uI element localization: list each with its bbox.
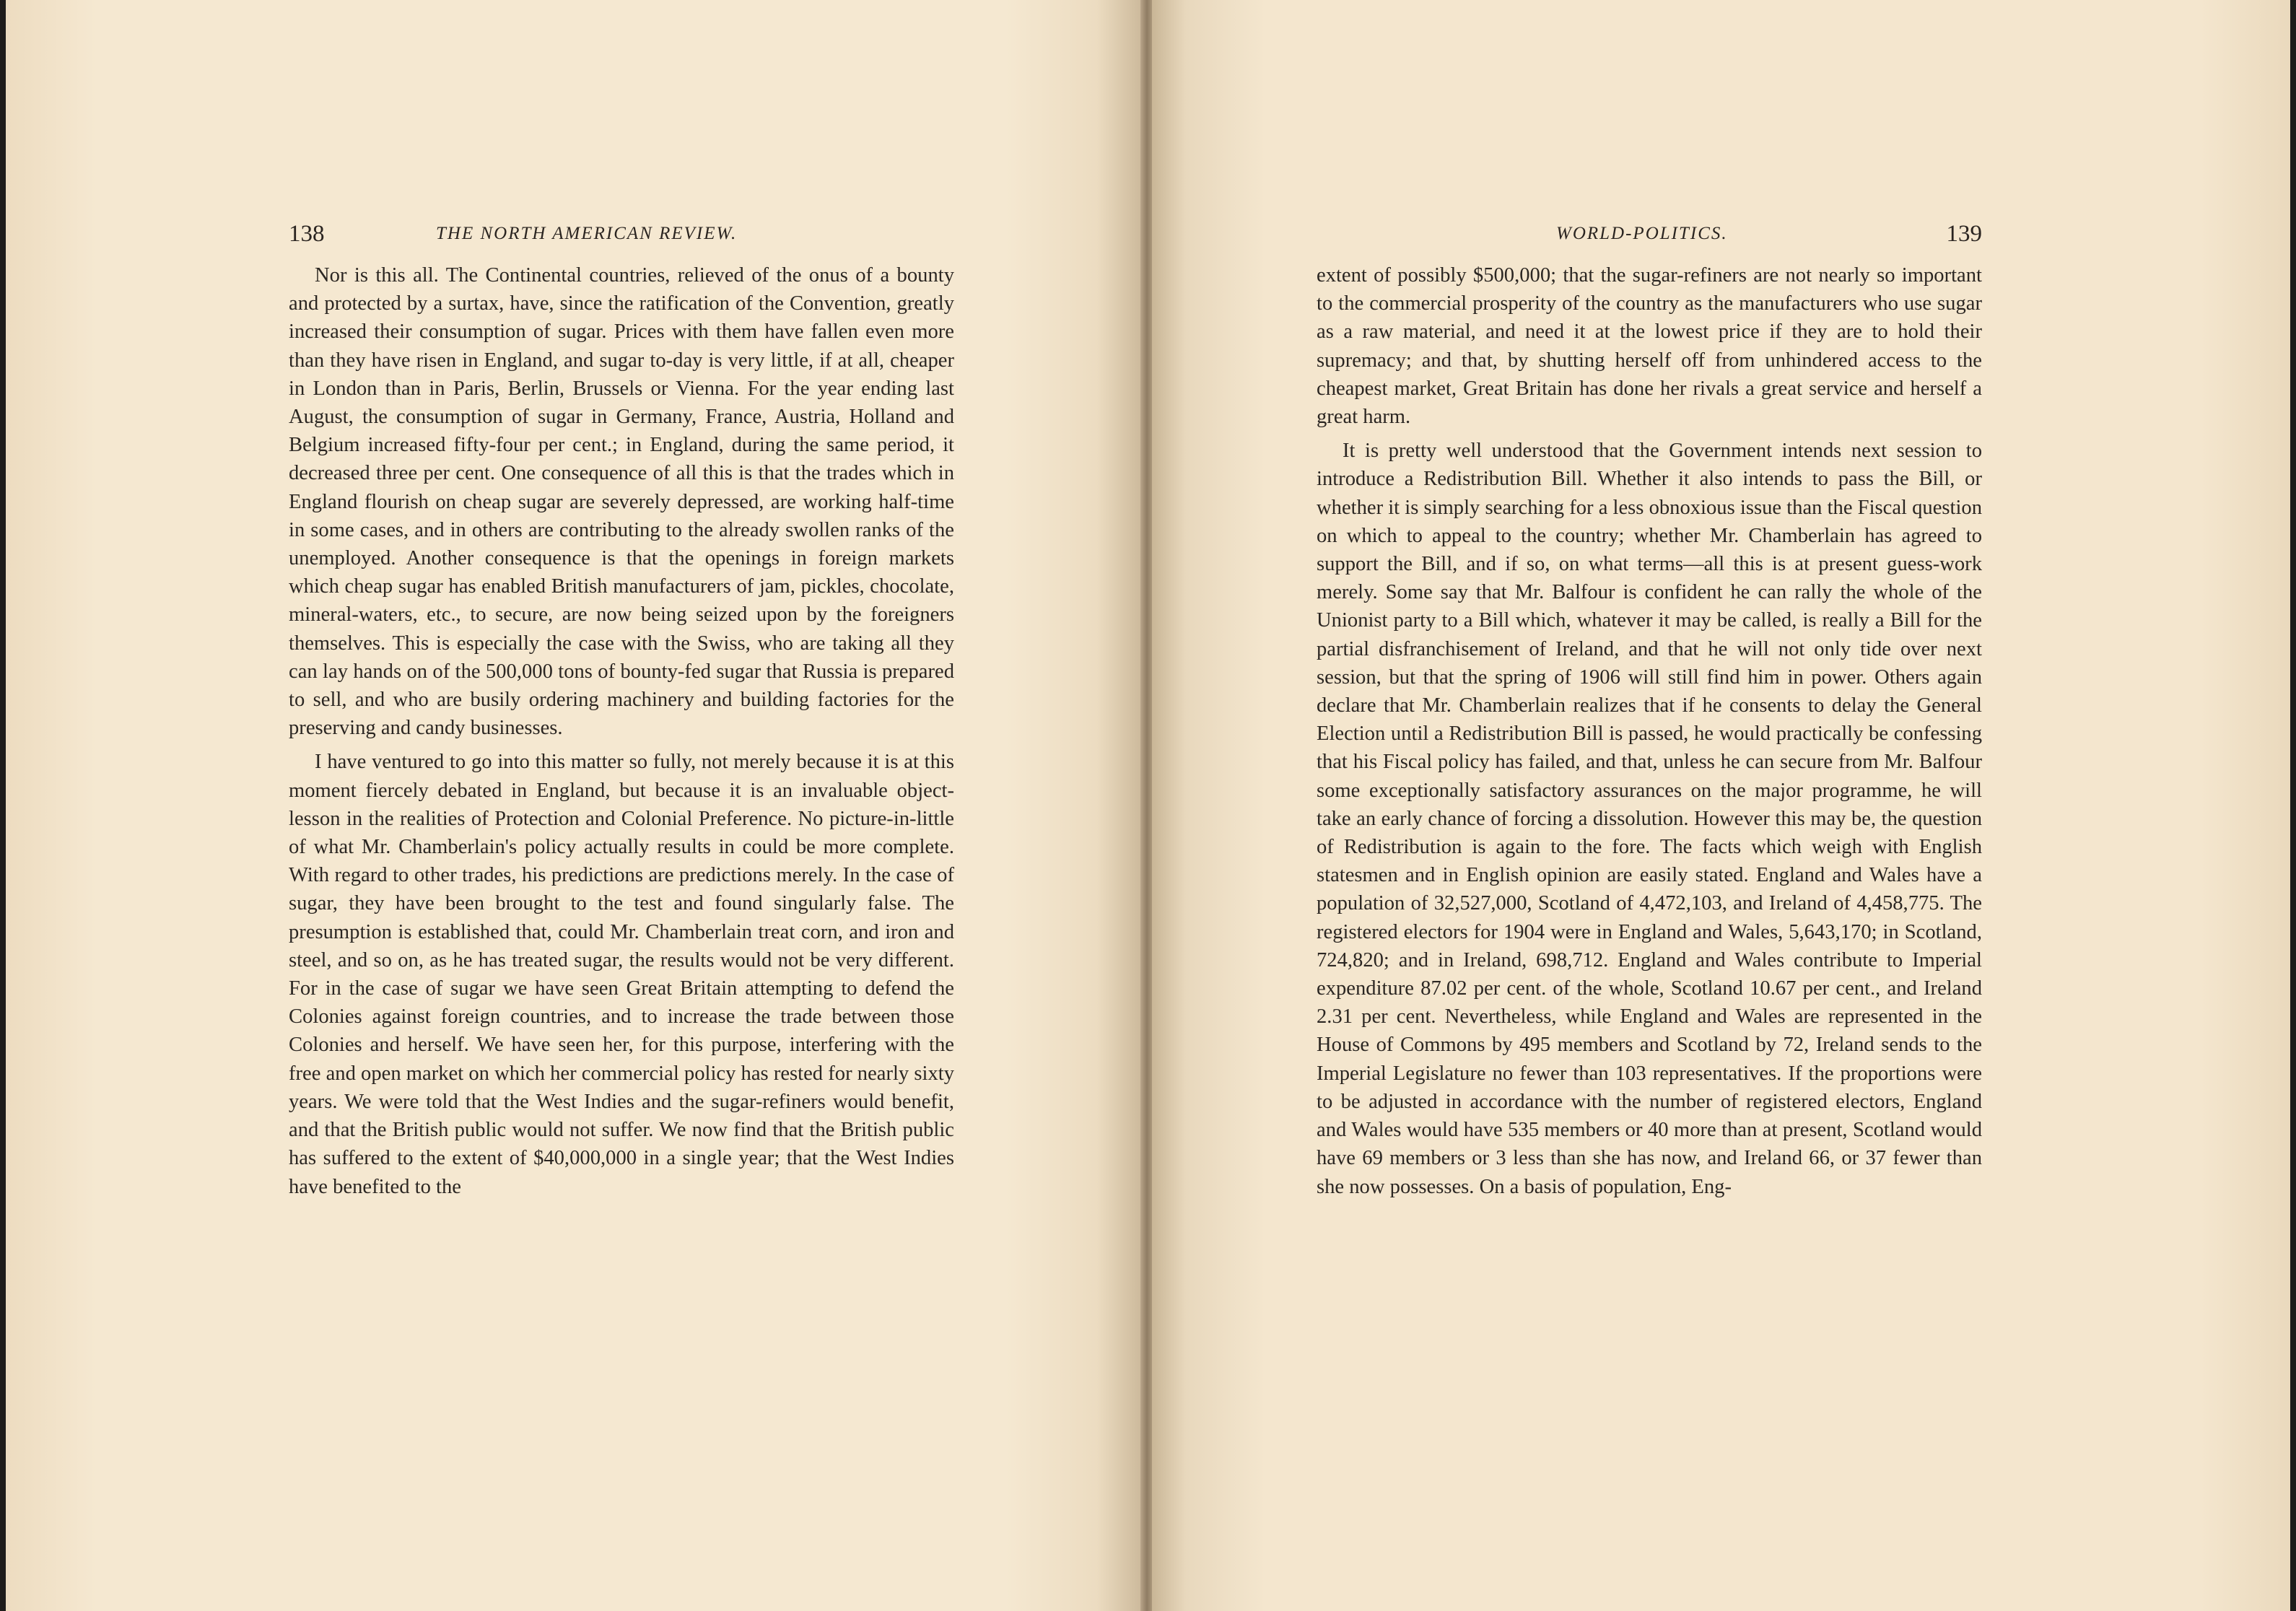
paragraph: Nor is this all. The Continental countries, relieved of the onus of a bounty and protected by a surtax, have, since the ratification of the Convention, greatly increased their consumption of sugar. Prices with them have fallen even more than they have risen in England, and sugar to-day is very little, if at all, cheaper in London than in Paris, Berlin, Brussels or Vienna. For the year ending last August, the consumption of sugar in Germany, France, Austria, Holland and Belgium increased fifty-four per cent.; in England, during the same period, it decreased three per cent. One consequence of all this is that the trades which in England flourish on cheap sugar are severely depressed, are working half-time in some cases, and in others are contributing to the already swollen ranks of the unemployed. Another consequence is that the openings in foreign markets which cheap sugar has enabled British manufacturers of jam, pickles, chocolate, mineral-waters, etc., to secure, are now being seized upon by the foreigners themselves. This is especially the case with the Swiss, who are taking all they can lay hands on of the 500,000 tons of bounty-fed sugar that Russia is prepared to sell, and who are busily ordering machinery and building factories for the preserving and candy businesses. [289,264,954,740]
paragraph: I have ventured to go into this matter so fully, not merely because it is at this moment fiercely debated in England, but because it is an invaluable object-lesson in the realities of Protection and Colonial Preference. No picture-in-little of what Mr. Chamberlain's policy actually results in could be more complete. With regard to other trades, his predictions are predictions merely. In the case of sugar, they have been brought to the test and found singularly false. The presumption is established that, could Mr. Chamberlain treat corn, and iron and steel, and so on, as he has treated sugar, the results would not be very different. For in the case of sugar we have seen Great Britain attempting to defend the Colonies against foreign countries, and to increase the trade between those Colonies and herself. We have seen her, for this purpose, interfering with the free and open market on which her commercial policy has rested for nearly sixty years. We were told that the West Indies and the sugar-refiners would benefit, and that the British public would not suffer. We now find that the British public has suffered to the extent of $40,000,000 in a single year; that the West Indies have benefited to the [289,751,954,1198]
paragraph: It is pretty well understood that the Government intends next session to introduce a Redistribution Bill. Whether it also intends to pass the Bill, or whether it is simply searching for a less obnoxious issue than the Fiscal question on which to appeal to the country; whether Mr. Chamberlain has agreed to support the Bill, and if so, on what terms—all this is at present guess-work merely. Some say that Mr. Balfour is confident he can rally the whole of the Unionist party to a Bill which, whatever it may be called, is really a Bill for the partial disfranchisement of Ireland, and that he will not only tide over next session, but that the spring of 1906 will still find him in power. Others again declare that Mr. Chamberlain realizes that if he consents to delay the General Election until a Redistribution Bill is passed, he would practically be confessing that his Fiscal policy has failed, and that, unless he can secure from Mr. Balfour some exceptionally satisfactory assurances on the major programme, he will take an early chance of forcing a dissolution. However this may be, the question of Redistribution is again to the fore. The facts which weigh with English statesmen and in English opinion are easily stated. England and Wales have a population of 32,527,000, Scotland of 4,472,103, and Ireland of 4,458,775. The registered electors for 1904 were in England and Wales, 5,643,170; in Scotland, 724,820; and in Ireland, 698,712. England and Wales contribute to Imperial expenditure 87.02 per cent. of the whole, Scotland 10.67 per cent., and Ireland 2.31 per cent. Nevertheless, while England and Wales are represented in the House of Commons by 495 members and Scotland by 72, Ireland sends to the Imperial Legislature no fewer than 103 representatives. If the proportions were to be adjusted in accordance with the number of registered electors, England and Wales would have 535 members or 40 more than at present, Scotland would have 69 members or 3 less than she has now, and Ireland 66, or 37 fewer than she now possesses. On a basis of population, Eng- [1317,440,1983,1198]
left-page-text [289,261,954,1201]
running-head: WORLD-POLITICS. [1556,224,1728,243]
right-page [1152,0,2290,1611]
page-number: 138 [289,221,325,247]
right-page-header [1317,221,1982,250]
right-page-text [1317,261,1982,1201]
page-number: 139 [1946,221,1982,247]
left-page-header [289,221,954,250]
left-page [6,0,1142,1611]
paragraph: extent of possibly $500,000; that the sugar-refiners are not nearly so important to the commercial prosperity of the country as the manufacturers who use sugar as a raw material, and need it at the lowest price if they are to hold their supremacy; and that, by shutting herself off from unhindered access to the cheapest market, Great Britain has done her rivals a great service and herself a great harm. [1317,264,1982,429]
running-head: THE NORTH AMERICAN REVIEW. [436,224,738,243]
